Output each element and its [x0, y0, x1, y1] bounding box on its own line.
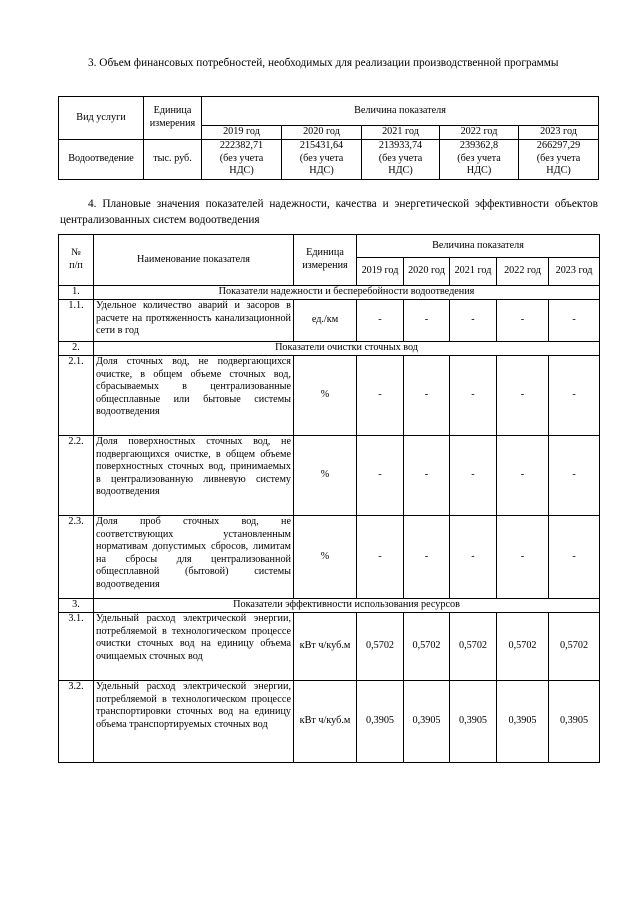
year-cell: 2023 год — [549, 258, 600, 286]
value-cell: - — [450, 516, 497, 599]
row-number: 2.3. — [59, 516, 94, 599]
value-cell: 0,3905 — [450, 681, 497, 763]
table-row — [59, 300, 600, 342]
value-cell: 215431,64 (без учета НДС) — [282, 139, 362, 179]
table-row — [59, 436, 600, 516]
indicator-name: Удельное количество аварий и засоров в расчете на протяженность канализационной сети в год — [94, 300, 294, 342]
value-cell: - — [549, 516, 600, 599]
header-unit: Единица измерения — [144, 97, 202, 140]
value-cell: 213933,74 (без учета НДС) — [362, 139, 440, 179]
table-row — [59, 139, 599, 179]
table-row — [59, 356, 600, 436]
header-service: Вид услуги — [59, 97, 144, 140]
unit-cell: % — [294, 356, 357, 436]
year-cell: 2020 год — [282, 126, 362, 140]
group-row — [59, 599, 600, 613]
value-cell: 0,5702 — [450, 613, 497, 681]
value-cell: - — [357, 516, 404, 599]
value-cell: - — [549, 436, 600, 516]
year-cell: 2023 год — [519, 126, 599, 140]
value-cell: 0,3905 — [357, 681, 404, 763]
group-title: Показатели очистки сточных вод — [94, 342, 600, 356]
group-number: 3. — [59, 599, 94, 613]
value-cell: 0,3905 — [497, 681, 549, 763]
group-title: Показатели надежности и бесперебойности водоотведения — [94, 286, 600, 300]
group-row — [59, 342, 600, 356]
value-cell: 0,5702 — [497, 613, 549, 681]
value-cell: 0,3905 — [404, 681, 450, 763]
row-number: 1.1. — [59, 300, 94, 342]
value-cell: - — [549, 356, 600, 436]
value-cell: - — [450, 436, 497, 516]
unit-cell: % — [294, 516, 357, 599]
unit-cell: % — [294, 436, 357, 516]
header-number: № п/п — [59, 235, 94, 286]
indicators-table — [58, 234, 600, 763]
group-row — [59, 286, 600, 300]
value-cell: - — [497, 436, 549, 516]
value-cell: - — [549, 300, 600, 342]
indicator-name: Удельный расход электрической энергии, потребляемой в технологическом процессе очистки сточных вод на единицу объема очищаемых сточных вод — [94, 613, 294, 681]
header-unit: Единица измерения — [294, 235, 357, 286]
unit-cell: ед./км — [294, 300, 357, 342]
indicator-name: Доля поверхностных сточных вод, не подвергающихся очистке, в общем объеме поверхностных сточных вод, принимаемых в централизованную ливневую систему водоотведения — [94, 436, 294, 516]
row-number: 3.1. — [59, 613, 94, 681]
indicator-name: Доля проб сточных вод, не соответствующих установленным нормативам допустимых сбросов, лимитам на сбросы для централизованной общесплавной (бытовой) системы водоотведения — [94, 516, 294, 599]
table-row — [59, 681, 600, 763]
year-cell: 2019 год — [202, 126, 282, 140]
value-cell: - — [497, 356, 549, 436]
year-cell: 2022 год — [497, 258, 549, 286]
header-name: Наименование показателя — [94, 235, 294, 286]
group-number: 1. — [59, 286, 94, 300]
unit-cell: тыс. руб. — [144, 139, 202, 179]
value-cell: 0,5702 — [404, 613, 450, 681]
year-cell: 2019 год — [357, 258, 404, 286]
value-cell: - — [497, 516, 549, 599]
value-cell: 266297,29 (без учета НДС) — [519, 139, 599, 179]
value-cell: - — [404, 356, 450, 436]
value-cell: 222382,71 (без учета НДС) — [202, 139, 282, 179]
header-value: Величина показателя — [202, 97, 599, 126]
table-row — [59, 516, 600, 599]
indicator-name: Удельный расход электрической энергии, потребляемой в технологическом процессе транспортировки сточных вод на единицу объема транспортируемых сточных вод — [94, 681, 294, 763]
section-4-heading: 4. Плановые значения показателей надежности, качества и энергетической эффективности объектов централизованных систем водоотведения — [60, 198, 598, 226]
row-number: 3.2. — [59, 681, 94, 763]
value-cell: - — [357, 436, 404, 516]
year-cell: 2021 год — [450, 258, 497, 286]
unit-cell: кВт ч/куб.м — [294, 613, 357, 681]
group-number: 2. — [59, 342, 94, 356]
year-cell: 2020 год — [404, 258, 450, 286]
indicator-name: Доля сточных вод, не подвергающихся очистке, в общем объеме сточных вод, сбрасываемых в централизованные общесплавные или бытовые системы водоотведения — [94, 356, 294, 436]
value-cell: 0,5702 — [549, 613, 600, 681]
group-title: Показатели эффективности использования ресурсов — [94, 599, 600, 613]
financial-needs-table — [58, 96, 599, 180]
service-cell: Водоотведение — [59, 139, 144, 179]
value-cell: - — [450, 300, 497, 342]
row-number: 2.1. — [59, 356, 94, 436]
value-cell: - — [404, 300, 450, 342]
year-cell: 2021 год — [362, 126, 440, 140]
header-value: Величина показателя — [357, 235, 600, 258]
unit-cell: кВт ч/куб.м — [294, 681, 357, 763]
section-3-heading: 3. Объем финансовых потребностей, необходимых для реализации производственной программы — [88, 57, 559, 69]
row-number: 2.2. — [59, 436, 94, 516]
value-cell: - — [450, 356, 497, 436]
value-cell: - — [404, 436, 450, 516]
value-cell: - — [497, 300, 549, 342]
value-cell: 0,5702 — [357, 613, 404, 681]
table-row — [59, 613, 600, 681]
value-cell: 239362,8 (без учета НДС) — [440, 139, 519, 179]
value-cell: 0,3905 — [549, 681, 600, 763]
value-cell: - — [357, 356, 404, 436]
value-cell: - — [357, 300, 404, 342]
value-cell: - — [404, 516, 450, 599]
year-cell: 2022 год — [440, 126, 519, 140]
